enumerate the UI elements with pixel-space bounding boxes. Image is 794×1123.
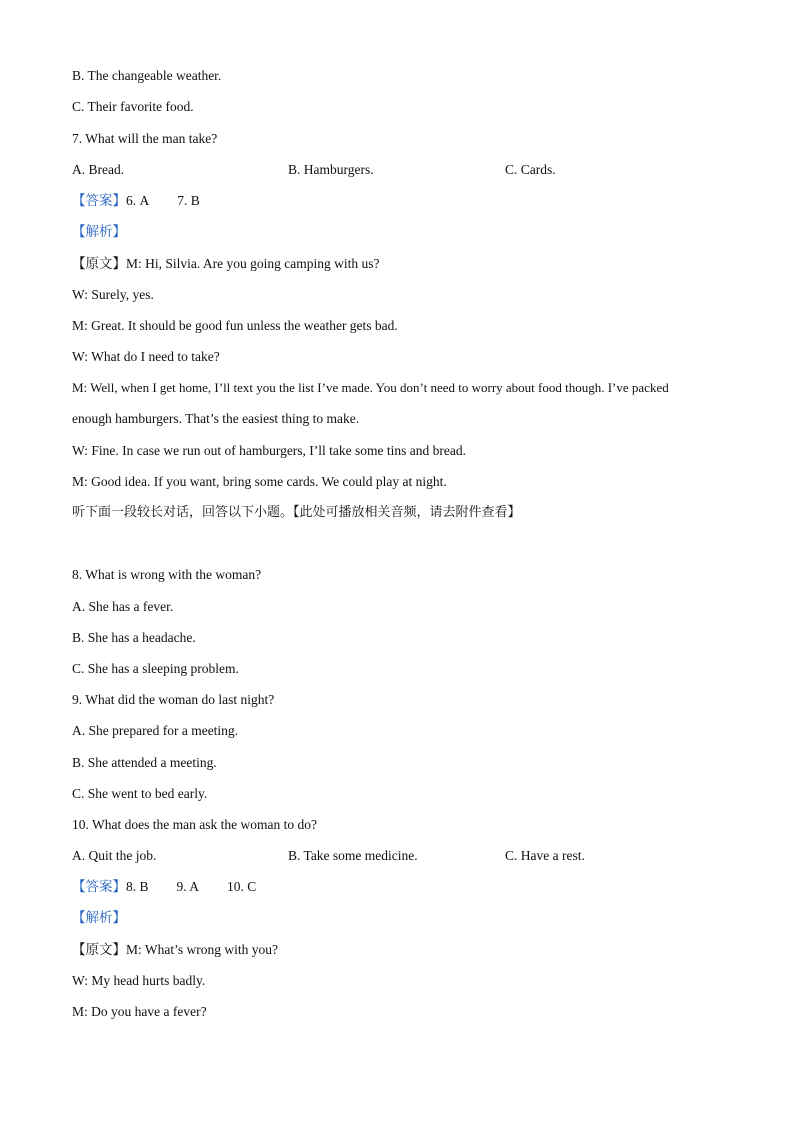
- transcript-label: 【原文】: [72, 942, 126, 958]
- analysis-label: 【解析】: [72, 224, 126, 240]
- q8-option-a: A. She has a fever.: [72, 599, 174, 614]
- transcript-line: M: Great. It should be good fun unless the weather gets bad.: [72, 318, 398, 333]
- section-instruction: 听下面一段较长对话，回答以下小题。【此处可播放相关音频，请去附件查看】: [72, 505, 521, 520]
- q9-option-a: A. She prepared for a meeting.: [72, 723, 239, 738]
- q10-question: 10. What does the man ask the woman to do?: [72, 817, 317, 832]
- q7-options: [72, 162, 722, 178]
- q8-option-c: C. She has a sleeping problem.: [72, 661, 239, 676]
- transcript-text: M: What’s wrong with you?: [126, 942, 278, 957]
- q6-option-c: C. Their favorite food.: [72, 99, 194, 114]
- q10-option-a: A. Quit the job.: [72, 848, 157, 863]
- q7-question: 7. What will the man take?: [72, 131, 218, 146]
- transcript-line: M: Well, when I get home, I’ll text you the list I’ve made. You don’t need to worry about food though. I’ve packed: [72, 380, 669, 395]
- q8-question: 8. What is wrong with the woman?: [72, 567, 262, 582]
- answer-item: 9. A: [176, 879, 200, 894]
- transcript-label: 【原文】: [72, 256, 126, 272]
- answer-item: 8. B: [126, 879, 149, 894]
- q7-option-c: C. Cards.: [505, 162, 556, 177]
- transcript-line: W: Fine. In case we run out of hamburgers, I’ll take some tins and bread.: [72, 443, 467, 458]
- answer-label: 【答案】: [72, 879, 126, 895]
- q6-option-b: B. The changeable weather.: [72, 68, 222, 83]
- q7-option-a: A. Bread.: [72, 162, 125, 177]
- transcript-line: enough hamburgers. That’s the easiest thing to make.: [72, 411, 360, 426]
- answer-item: 6. A: [126, 193, 150, 208]
- q10-option-c: C. Have a rest.: [505, 848, 585, 863]
- q8-option-b: B. She has a headache.: [72, 630, 196, 645]
- transcript-line: [72, 942, 278, 958]
- transcript-line: W: My head hurts badly.: [72, 973, 206, 988]
- answer-line-2: [72, 879, 256, 895]
- transcript-text: M: Hi, Silvia. Are you going camping with us?: [126, 256, 380, 271]
- q10-option-b: B. Take some medicine.: [288, 848, 418, 863]
- q9-option-c: C. She went to bed early.: [72, 786, 208, 801]
- transcript-line: [72, 256, 379, 272]
- answer-label: 【答案】: [72, 193, 126, 209]
- q10-options: [72, 848, 722, 864]
- answer-item: 10. C: [227, 879, 257, 894]
- analysis-label: 【解析】: [72, 910, 126, 926]
- transcript-line: M: Good idea. If you want, bring some cards. We could play at night.: [72, 474, 447, 489]
- q7-option-b: B. Hamburgers.: [288, 162, 374, 177]
- q9-option-b: B. She attended a meeting.: [72, 755, 217, 770]
- q9-question: 9. What did the woman do last night?: [72, 692, 275, 707]
- transcript-line: W: Surely, yes.: [72, 287, 154, 302]
- answer-item: 7. B: [177, 193, 200, 208]
- answer-line-1: [72, 193, 200, 209]
- transcript-line: W: What do I need to take?: [72, 349, 220, 364]
- transcript-line: M: Do you have a fever?: [72, 1004, 207, 1019]
